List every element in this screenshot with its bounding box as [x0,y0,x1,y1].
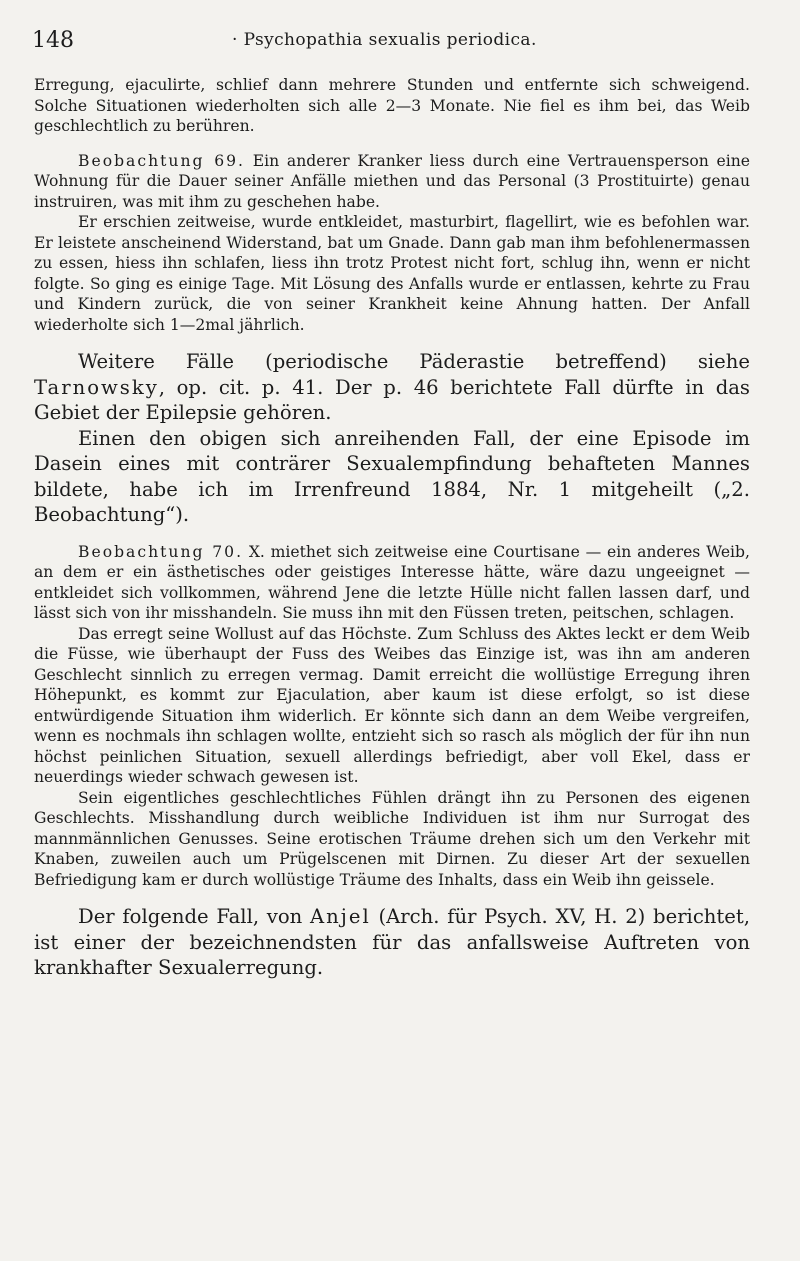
further-cases-paragraph [34,349,750,426]
observation-70-conclusion: Sein eigentliches geschlechtliches Fühlen drängt ihn zu Personen des eigenen Geschlechts. Misshandlung durch weibliche Individuen ist ihm nur Surrogat des mannmännlichen Genusses. Seine erotischen Träume drehen sich um den Verkehr mit Knaben, zuweilen auch um Prügelscenen mit Dirnen. Zu dieser Art der sexuellen Befriedigung kam er durch wollüstige Träume des Inhalts, dass ein Weib ihn geissele. [34,788,750,889]
observation-70-text: X. miethet sich zeitweise eine Courtisane — ein anderes Weib, an dem er ein ästhetisches oder geistiges Interesse hätte, wäre dazu ungeeignet — entkleidet sich vollkommen, während Jene die letzte Hülle nicht fallen lassen darf, und lässt sich von ihr misshandeln. Sie muss ihn mit den Füssen treten, peitschen, schlagen. [34,542,750,622]
observation-70-continued: Das erregt seine Wollust auf das Höchste. Zum Schluss des Aktes leckt er dem Weib die Füsse, wie überhaupt der Fuss des Weibes das Einzige ist, was ihn am anderen Geschlecht sinnlich zu erregen vermag. Damit erreicht die wollüstige Erregung ihren Höhepunkt, es kommt zur Ejaculation, aber kaum ist diese erfolgt, so ist diese entwürdigende Situation ihm widerlich. Er könnte sich dann an dem Weibe vergreifen, wenn es nochmals ihn schlagen wollte, entzieht sich so rasch als möglich der für ihn nun höchst peinlichen Situation, sexuell allerdings befriedigt, aber voll Ekel, dass er neuerdings wieder schwach gewesen ist. [34,624,750,786]
page-body [34,75,750,981]
paragraph-continuation: Erregung, ejaculirte, schlief dann mehrere Stunden und entfernte sich schweigend. Solche Situationen wiederholten sich alle 2—3 Monate. Nie fiel es ihm bei, das Weib geschlechtlich zu berühren. [34,76,750,135]
observation-69-text: Ein anderer Kranker liess durch eine Vertrauensperson eine Wohnung für die Dauer seiner Anfälle miethen und das Personal (3 Prostituirte) genau instruiren, was mit ihm zu geschehen habe. [34,151,750,211]
page-number: 148 [32,28,74,53]
anjel-paragraph [34,904,750,981]
observation-70 [34,542,750,624]
further-cases-text-b: , op. cit. p. 41. Der p. 46 berichtete Fall dürfte in das Gebiet der Epilepsie gehören. [34,375,750,424]
running-title: · Psychopathia sexualis periodica. [232,30,537,50]
anjel-text-a: Der folgende Fall, von [78,905,311,928]
irrenfreund-paragraph: Einen den obigen sich anreihenden Fall, der eine Episode im Dasein eines mit conträrer Sexualempfindung behafteten Mannes bildete, habe ich im Irrenfreund 1884, Nr. 1 mitgeheilt („2. Beobachtung“). [34,426,750,526]
page-header [32,28,752,62]
anjel-text-b: (Arch. für Psych. XV, H. 2) berichtet, ist einer der bezeichnendsten für das anfallsweise Auftreten von krankhafter Sexualerregung. [34,905,750,979]
observation-69 [34,151,750,213]
author-tarnowsky: Tarnowsky [34,375,159,399]
observation-69-continued: Er erschien zeitweise, wurde entkleidet, masturbirt, flagellirt, wie es befohlen war. Er leistete anscheinend Widerstand, bat um Gnade. Dann gab man ihm befohlenermassen zu essen, hiess ihn schlafen, liess ihn trotz Protest nicht fort, schlug ihn, wenn er nicht folgte. So ging es einige Tage. Mit Lösung des Anfalls wurde er entlassen, kehrte zu Frau und Kindern zurück, die von seiner Krankheit keine Ahnung hatten. Der Anfall wiederholte sich 1—2mal jährlich. [34,213,750,334]
further-cases-text-a: Weitere Fälle (periodische Päderastie betreffend) siehe [78,350,750,373]
observation-69-label: Beobachtung 69. [78,151,246,170]
observation-70-label: Beobachtung 70. [78,542,244,561]
author-anjel: Anjel [310,905,371,928]
